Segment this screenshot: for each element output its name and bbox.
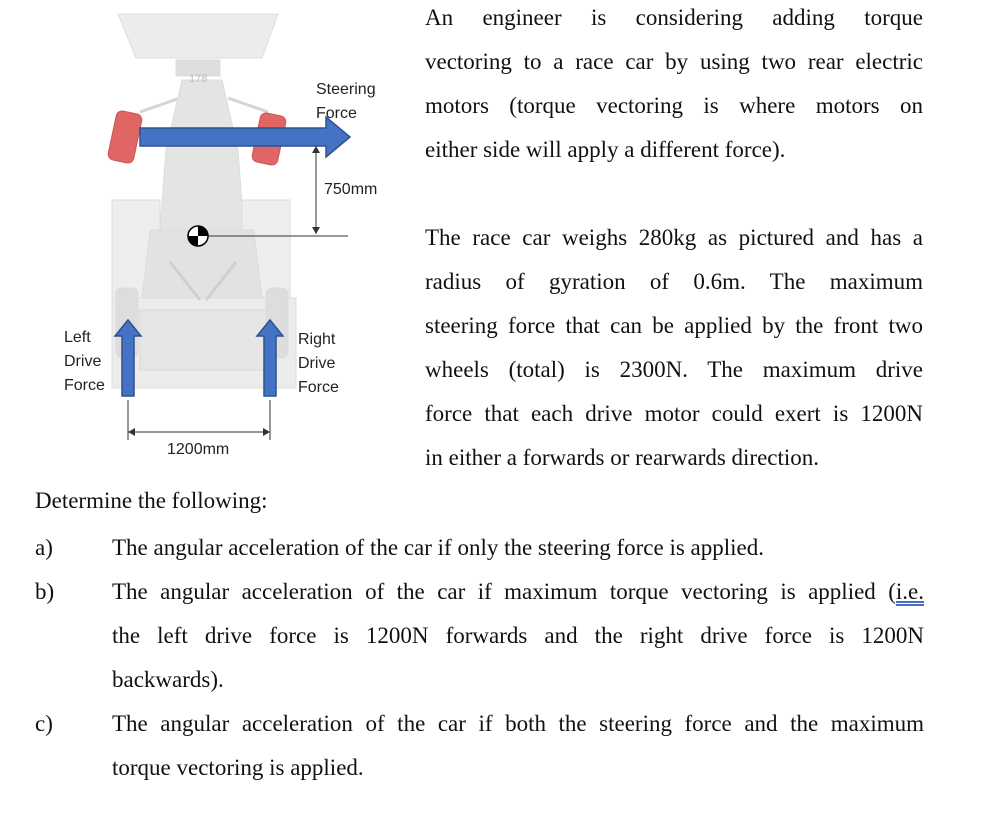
intro-paragraph-2 xyxy=(425,216,923,480)
question-letter: a) xyxy=(35,535,53,560)
intro-line: An engineer is considering adding torque xyxy=(425,5,923,30)
intro-paragraph-1 xyxy=(425,0,923,172)
intro-line: either side will apply a different force). xyxy=(425,137,786,162)
intro-line: motors (torque vectoring is where motors on xyxy=(425,93,923,118)
ie-abbreviation: i.e. xyxy=(895,579,924,604)
dim-750-label: 750mm xyxy=(324,181,378,198)
question-text: backwards). xyxy=(112,667,224,692)
questions-heading: Determine the following: xyxy=(35,488,268,513)
right-drive-force-label: Right Drive Force xyxy=(298,331,339,396)
intro-line: wheels (total) is 2300N. The maximum drive xyxy=(425,357,923,382)
centre-of-mass-icon xyxy=(188,226,208,246)
question-text: The angular acceleration of the car if only the steering force is applied. xyxy=(112,535,765,560)
question-text: torque vectoring is applied. xyxy=(112,755,364,780)
question-letter: b) xyxy=(35,579,55,604)
intro-line: radius of gyration of 0.6m. The maximum xyxy=(425,269,923,294)
left-drive-force-label: Left Drive Force xyxy=(64,329,105,394)
front-left-wheel xyxy=(107,110,143,164)
intro-line: The race car weighs 280kg as pictured and has a xyxy=(425,225,923,250)
intro-line: force that each drive motor could exert is 1200N xyxy=(425,401,923,426)
question-text: The angular acceleration of the car if both the steering force and the maximum xyxy=(112,711,924,736)
question-text: The angular acceleration of the car if maximum torque vectoring is applied (i.e. xyxy=(112,579,924,604)
race-car-diagram xyxy=(0,0,420,480)
race-car-figure xyxy=(0,0,420,480)
intro-line: steering force that can be applied by the front two xyxy=(425,313,923,338)
dim-1200-label: 1200mm xyxy=(167,441,230,458)
question-text: the left drive force is 1200N forwards and the right drive force is 1200N xyxy=(112,623,924,648)
steering-force-label: Steering Force xyxy=(316,81,376,122)
intro-line: in either a forwards or rearwards direction. xyxy=(425,445,820,470)
question-letter: c) xyxy=(35,711,53,736)
intro-line: vectoring to a race car by using two rear electric xyxy=(425,49,923,74)
car-number: 178 xyxy=(189,73,208,85)
